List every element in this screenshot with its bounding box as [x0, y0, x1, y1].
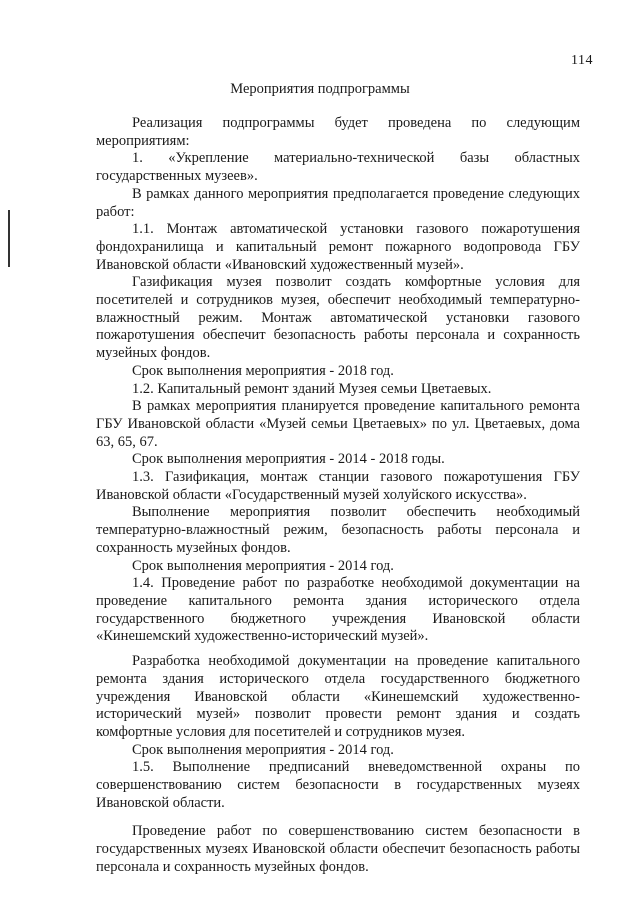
paragraph: Газификация музея позволит создать комфортные условия для посетителей и сотрудников музея, обеспечит необходимый температурно-влажностный режим. Монтаж автоматической установки газового пожаротушения обеспечит безопасность работы персонала и сохранность музейных фондов.: [96, 274, 580, 362]
paragraph-item-1-1: 1.1. Монтаж автоматической установки газового пожаротушения фондохранилища и капитальный ремонт пожарного водопровода ГБУ Ивановской области «Ивановский художественный музей».: [96, 221, 580, 273]
paragraph-item-1-2: 1.2. Капитальный ремонт зданий Музея семьи Цветаевых.: [132, 380, 492, 397]
paragraph-deadline: Срок выполнения мероприятия - 2014 - 2018 годы.: [132, 451, 445, 468]
paragraph-deadline: Срок выполнения мероприятия - 2018 год.: [132, 362, 394, 379]
document-body: [96, 115, 580, 877]
margin-line-mark: [8, 210, 10, 267]
paragraph: Разработка необходимой документации на проведение капитального ремонта здания исторического отдела государственного бюджетного учреждения Ивановской области «Кинешемский художественно-исторический музей» позволит провести ремонт здания и создать комфортные условия для посетителей и сотрудников музея.: [96, 653, 580, 740]
page-number: 114: [571, 53, 593, 68]
paragraph-item-1-4: 1.4. Проведение работ по разработке необходимой документации на проведение капитального ремонта здания исторического отдела государственного бюджетного учреждения Ивановской области «Кинешемский художественно-исторический музей».: [96, 575, 580, 645]
paragraph: В рамках данного мероприятия предполагается проведение следующих работ:: [96, 185, 580, 220]
paragraph-deadline: Срок выполнения мероприятия - 2014 год.: [132, 741, 394, 758]
paragraph-intro: Реализация подпрограммы будет проведена по следующим мероприятиям:: [96, 115, 580, 149]
page-title: Мероприятия подпрограммы: [230, 81, 410, 97]
paragraph: В рамках мероприятия планируется проведение капитального ремонта ГБУ Ивановской области «Музей семьи Цветаевых» по ул. Цветаевых, дома 63, 65, 67.: [96, 398, 580, 450]
paragraph-item-1-3: 1.3. Газификация, монтаж станции газового пожаротушения ГБУ Ивановской области «Государственный музей холуйского искусства».: [96, 469, 580, 503]
paragraph-measure-1: 1. «Укрепление материально-технической базы областных государственных музеев».: [96, 150, 580, 185]
paragraph: Выполнение мероприятия позволит обеспечить необходимый температурно-влажностный режим, безопасность работы персонала и сохранность музейных фондов.: [96, 504, 580, 556]
paragraph-item-1-5: 1.5. Выполнение предписаний вневедомственной охраны по совершенствованию систем безопасности в государственных музеях Ивановской области.: [96, 759, 580, 811]
paragraph: Проведение работ по совершенствованию систем безопасности в государственных музеях Ивановской области обеспечит безопасность работы персонала и сохранность музейных фондов.: [96, 823, 580, 875]
paragraph-deadline: Срок выполнения мероприятия - 2014 год.: [132, 557, 394, 574]
